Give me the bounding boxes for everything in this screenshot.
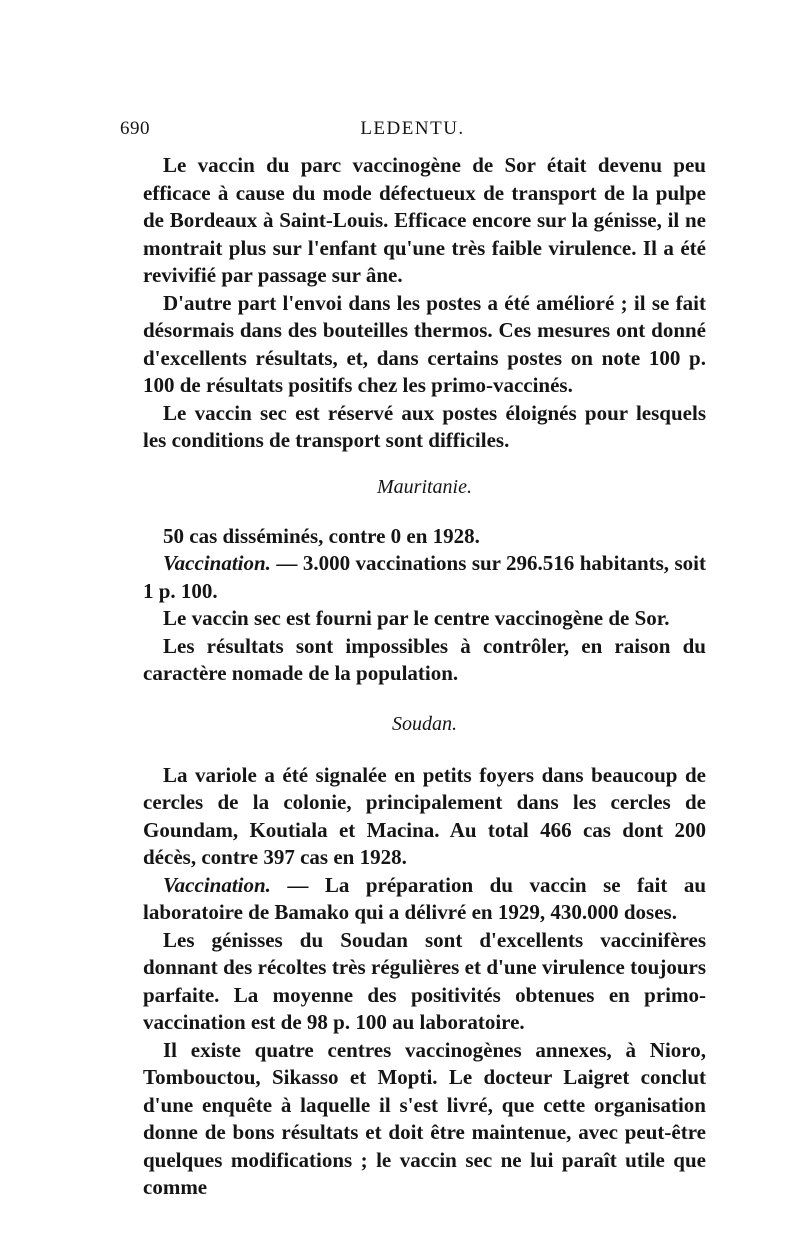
page-number: 690 [120,118,150,139]
paragraph-5-text: — 3.000 vaccinations sur 296.516 habitants, soit 1 p. 100. [143,551,706,603]
paragraph-8: La variole a été signalée en petits foyers dans beaucoup de cercles de la colonie, principalement dans les cercles de Goundam, Koutiala et Macina. Au total 466 cas dont 200 décès, contre 397 cas en 1928. [143,762,706,869]
paragraph-11: Il existe quatre centres vaccinogènes annexes, à Nioro, Tombouctou, Sikasso et Mopti. Le docteur Laigret conclut d'une enquête à laquelle il s'est livré, que cette organisation donne de bons résultats et doit être maintenue, avec peut-être quelques modifications ; le vaccin sec ne lui paraît utile que comme [143,1037,706,1199]
running-head: LEDENTU. [360,118,465,139]
paragraph-10: Les génisses du Soudan sont d'excellents vaccinifères donnant des récoltes très régulières et d'une virulence toujours parfaite. La moyenne des positivités obtenues en primo-vaccination est de 98 p. 100 au laboratoire. [143,927,706,1034]
paragraph-5 [143,550,706,605]
paragraph-9-text: — La préparation du vaccin se fait au laboratoire de Bamako qui a délivré en 1929, 430.000 doses. [143,872,706,924]
vaccination-label: Vaccination. [163,551,271,575]
paragraph-1: Le vaccin du parc vaccinogène de Sor était devenu peu efficace à cause du mode défectueux de transport de la pulpe de Bordeaux à Saint-Louis. Efficace encore sur la génisse, il ne montrait plus sur l'enfant qu'une très faible virulence. Il a été revivifié par passage sur âne. [143,153,706,287]
paragraph-2: D'autre part l'envoi dans les postes a été amélioré ; il se fait désormais dans des bouteilles thermos. Ces mesures ont donné d'excellents résultats, et, dans certains postes on note 100 p. 100 de résultats positifs chez les primo-vaccinés. [143,290,706,397]
paragraph-7: Les résultats sont impossibles à contrôler, en raison du caractère nomade de la population. [143,633,706,685]
vaccination-label: Vaccination. [163,872,271,897]
paragraph-9 [143,872,706,927]
paragraph-3: Le vaccin sec est réservé aux postes éloignés pour lesquels les conditions de transport sont difficiles. [143,400,706,452]
page-header [120,118,705,144]
paragraph-4: 50 cas disséminés, contre 0 en 1928. [163,523,480,548]
section-heading-soudan: Soudan. [392,712,457,735]
page-body [143,152,706,1202]
paragraph-6: Le vaccin sec est fourni par le centre vaccinogène de Sor. [163,606,670,630]
section-heading-mauritanie: Mauritanie. [377,475,472,498]
